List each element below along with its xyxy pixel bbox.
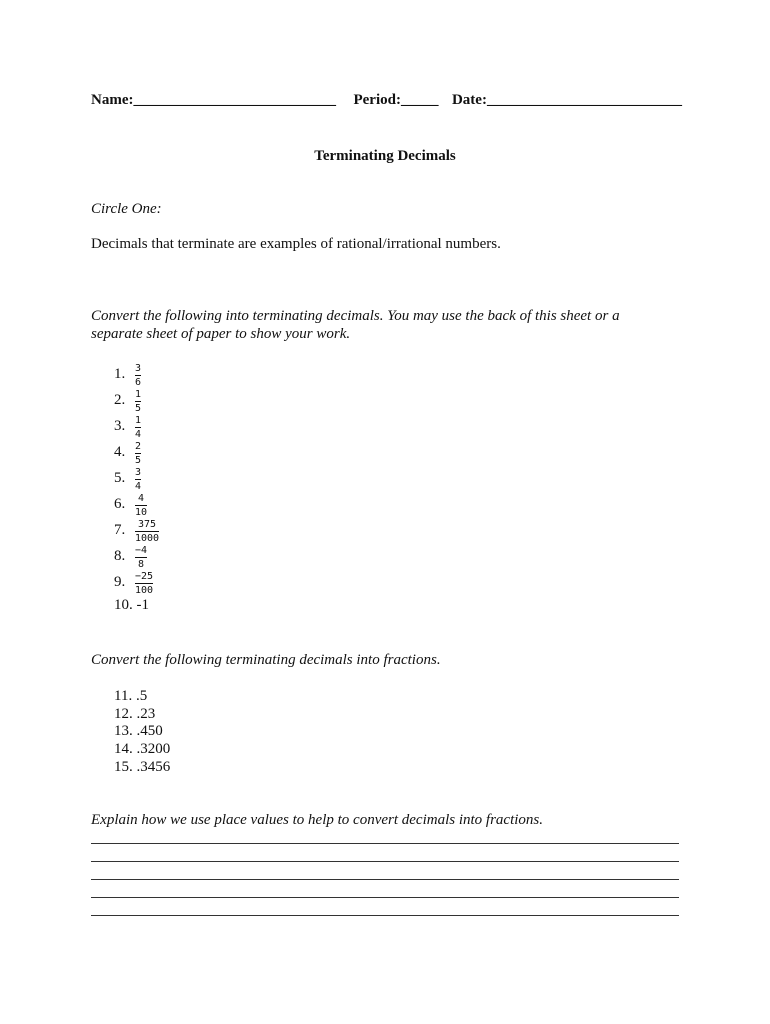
- item-number: 1.: [114, 366, 126, 382]
- answer-line[interactable]: [91, 915, 679, 916]
- section1-instruction-line1: Convert the following into terminating decimals. You may use the back of this sheet or a: [91, 308, 620, 324]
- fraction: [135, 571, 153, 596]
- decimal-item: 14. .3200: [114, 741, 171, 757]
- fraction: [135, 415, 141, 440]
- denominator: 4: [135, 481, 142, 492]
- numerator: 3: [135, 363, 142, 374]
- item-number: 8.: [114, 548, 126, 564]
- item-number: 3.: [114, 418, 126, 434]
- item-number: 7.: [114, 522, 126, 538]
- answer-line[interactable]: [91, 861, 679, 862]
- item-number: 2.: [114, 392, 126, 408]
- header-line: [91, 92, 682, 109]
- decimal-item: 15. .3456: [114, 759, 171, 775]
- circle-one-statement: Decimals that terminate are examples of rational/irrational numbers.: [91, 236, 501, 252]
- fraction: [135, 519, 159, 544]
- item-number: 6.: [114, 496, 126, 512]
- date-field-label[interactable]: Date:__________________________: [451, 92, 682, 108]
- decimal-item: 11. .5: [114, 688, 148, 704]
- numerator: 1: [135, 415, 142, 426]
- numerator: 375: [138, 519, 157, 530]
- numerator: 1: [135, 389, 142, 400]
- fraction: [135, 545, 147, 570]
- period-field-label[interactable]: Period:_____: [353, 92, 439, 108]
- answer-line[interactable]: [91, 843, 679, 844]
- item-number: 4.: [114, 444, 126, 460]
- denominator: 10: [135, 507, 148, 518]
- section3-instruction: Explain how we use place values to help to convert decimals into fractions.: [91, 812, 543, 828]
- denominator: 5: [135, 403, 142, 414]
- page-title: Terminating Decimals: [314, 148, 456, 164]
- name-field-label[interactable]: Name:___________________________: [91, 92, 336, 108]
- fraction: [135, 363, 141, 388]
- numerator: 2: [135, 441, 142, 452]
- numerator: −4: [135, 545, 148, 556]
- denominator: 5: [135, 455, 142, 466]
- denominator: 100: [135, 585, 154, 596]
- circle-one-label: Circle One:: [91, 201, 162, 217]
- denominator: 8: [138, 559, 145, 570]
- denominator: 1000: [135, 533, 160, 544]
- section2-instruction: Convert the following terminating decimals into fractions.: [91, 652, 441, 668]
- item-number: 9.: [114, 574, 126, 590]
- answer-line[interactable]: [91, 897, 679, 898]
- denominator: 6: [135, 377, 142, 388]
- fraction: [135, 467, 141, 492]
- numerator: −25: [135, 571, 154, 582]
- fraction: [135, 441, 141, 466]
- section1-instruction-line2: separate sheet of paper to show your work.: [91, 326, 351, 342]
- decimal-item: 12. .23: [114, 706, 156, 722]
- item-number: 5.: [114, 470, 126, 486]
- fraction: [135, 389, 141, 414]
- denominator: 4: [135, 429, 142, 440]
- numerator: 4: [138, 493, 145, 504]
- answer-line[interactable]: [91, 879, 679, 880]
- fraction: [135, 493, 147, 518]
- decimal-item: 13. .450: [114, 723, 163, 739]
- item-10: 10. -1: [114, 597, 149, 613]
- numerator: 3: [135, 467, 142, 478]
